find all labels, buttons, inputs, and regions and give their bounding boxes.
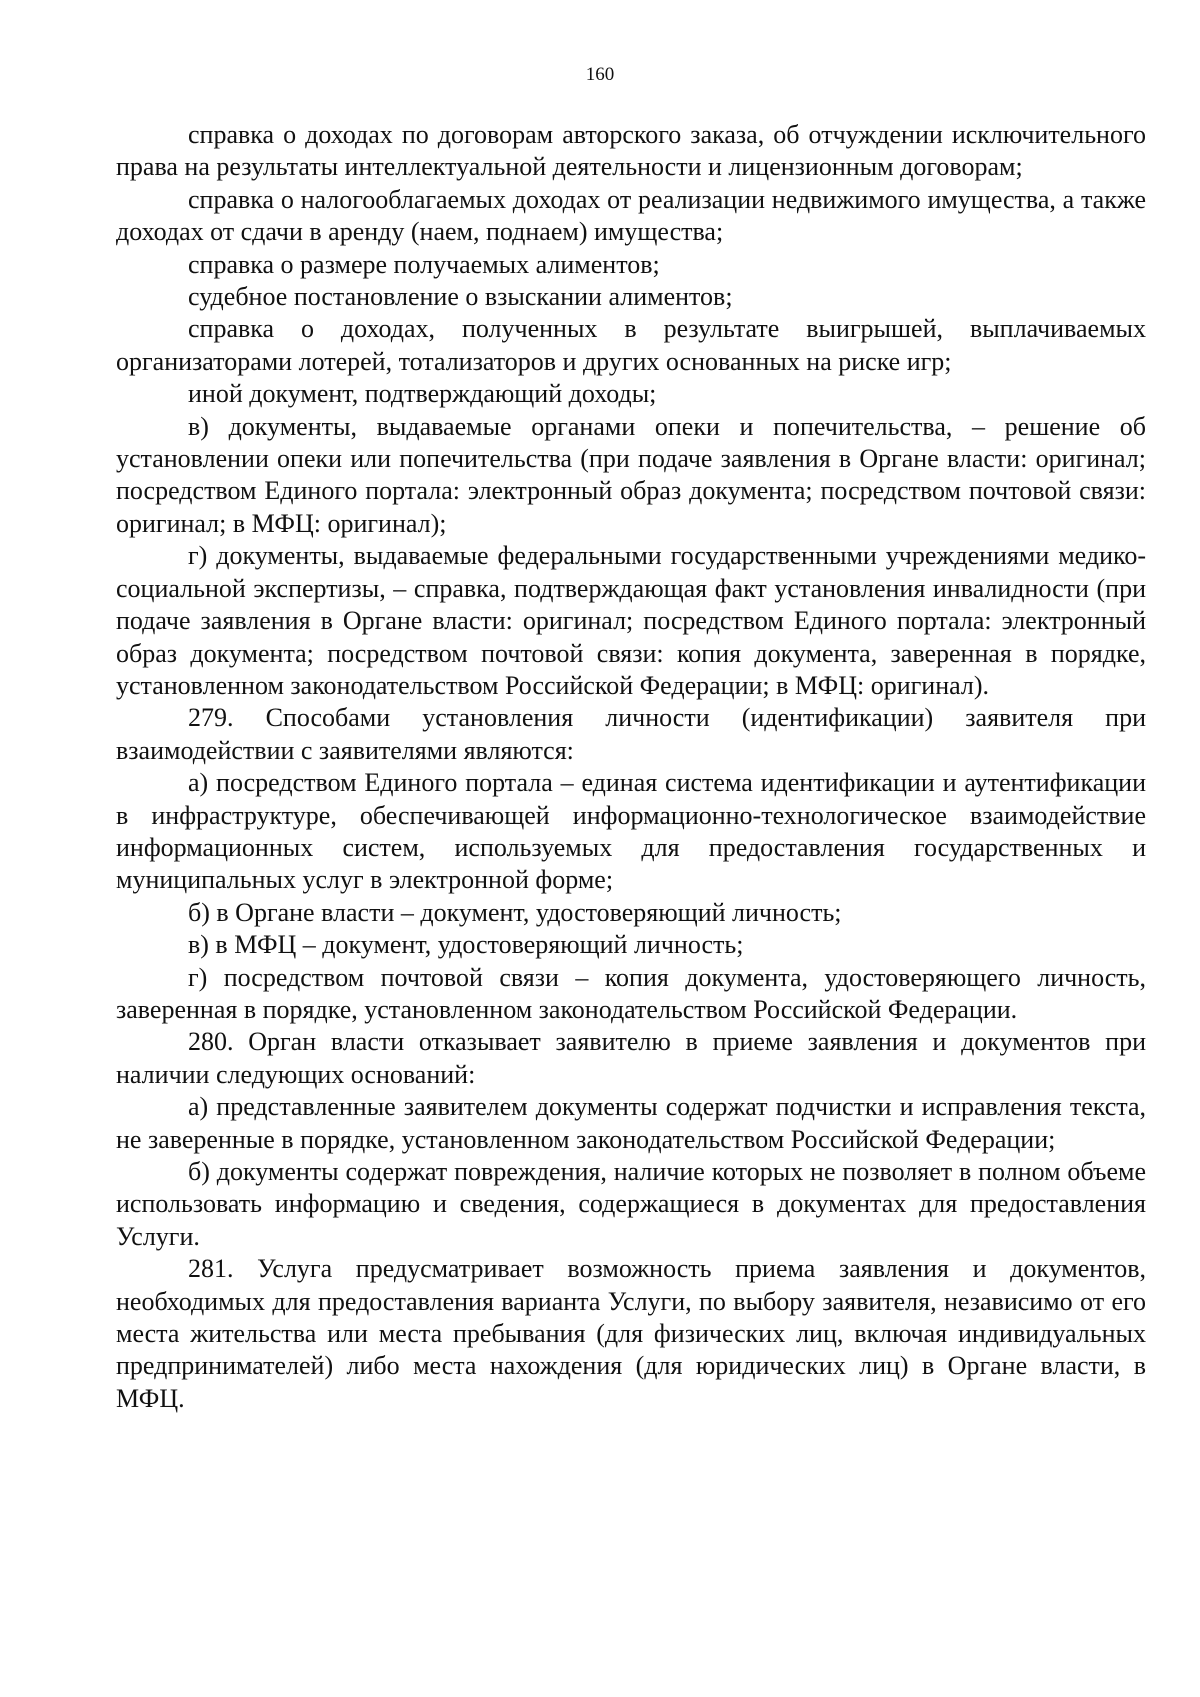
paragraph-other-income-document: иной документ, подтверждающий доходы;: [188, 379, 657, 409]
paragraph-279-b: б) в Органе власти – документ, удостоверяющий личность;: [188, 897, 842, 927]
paragraph-280-b: б) документы содержат повреждения, наличие которых не позволяет в полном объеме использовать информацию и сведения, содержащиеся в документах для предоставления Услуги.: [116, 1157, 1146, 1251]
paragraph-income-winnings: справка о доходах, полученных в результате выигрышей, выплачиваемых организаторами лотерей, тотализаторов и других основанных на риске игр;: [116, 314, 1146, 376]
paragraph-alimony-court-order: судебное постановление о взыскании алиментов;: [188, 282, 733, 312]
paragraph-alimony-amount: справка о размере получаемых алиментов;: [188, 249, 660, 279]
paragraph-income-real-estate: справка о налогооблагаемых доходах от реализации недвижимого имущества, а также доходах от сдачи в аренду (наем, поднаем) имущества;: [116, 184, 1146, 247]
paragraph-guardianship-documents: в) документы, выдаваемые органами опеки и попечительства, – решение об установлении опеки или попечительства (при подаче заявления в Органе власти: оригинал; посредством Единого портала: электронный образ документа; посредством почтовой связи: оригинал; в МФЦ: оригинал);: [116, 411, 1146, 538]
paragraph-section-281: 281. Услуга предусматривает возможность приема заявления и документов, необходимых для предоставления варианта Услуги, по выбору заявителя, независимо от его места жительства или места пребывания (для физических лиц, включая индивидуальных предпринимателей) либо места нахождения (для юридических лиц) в Органе власти, в МФЦ.: [116, 1254, 1146, 1413]
paragraph-disability-documents: г) документы, выдаваемые федеральными государственными учреждениями медико-социальной экспертизы, – справка, подтверждающая факт установления инвалидности (при подаче заявления в Органе власти: оригинал; посредством Единого портала: электронный образ документа; посредством почтовой связи: копия документа, заверенная в порядке, установленном законодательством Российской Федерации; в МФЦ: оригинал).: [116, 541, 1146, 700]
paragraph-280-a: а) представленные заявителем документы содержат подчистки и исправления текста, не заверенные в порядке, установленном законодательством Российской Федерации;: [116, 1092, 1146, 1154]
paragraph-279-a: а) посредством Единого портала – единая система идентификации и аутентификации в инфраструктуре, обеспечивающей информационно-технологическое взаимодействие информационных систем, используемых для предоставления государственных и муниципальных услуг в электронной форме;: [116, 768, 1146, 895]
document-body: [116, 119, 1146, 1415]
paragraph-section-280: 280. Орган власти отказывает заявителю в приеме заявления и документов при наличии следующих оснований:: [116, 1027, 1146, 1089]
page-number: 160: [585, 64, 615, 85]
paragraph-income-author-contracts: справка о доходах по договорам авторского заказа, об отчуждении исключительного права на результаты интеллектуальной деятельности и лицензионным договорам;: [116, 120, 1146, 182]
paragraph-section-279: 279. Способами установления личности (идентификации) заявителя при взаимодействии с заявителями являются:: [116, 703, 1146, 765]
paragraph-279-c: в) в МФЦ – документ, удостоверяющий личность;: [188, 930, 744, 960]
paragraph-279-d: г) посредством почтовой связи – копия документа, удостоверяющего личность, заверенная в порядке, установленном законодательством Российской Федерации.: [116, 962, 1146, 1024]
